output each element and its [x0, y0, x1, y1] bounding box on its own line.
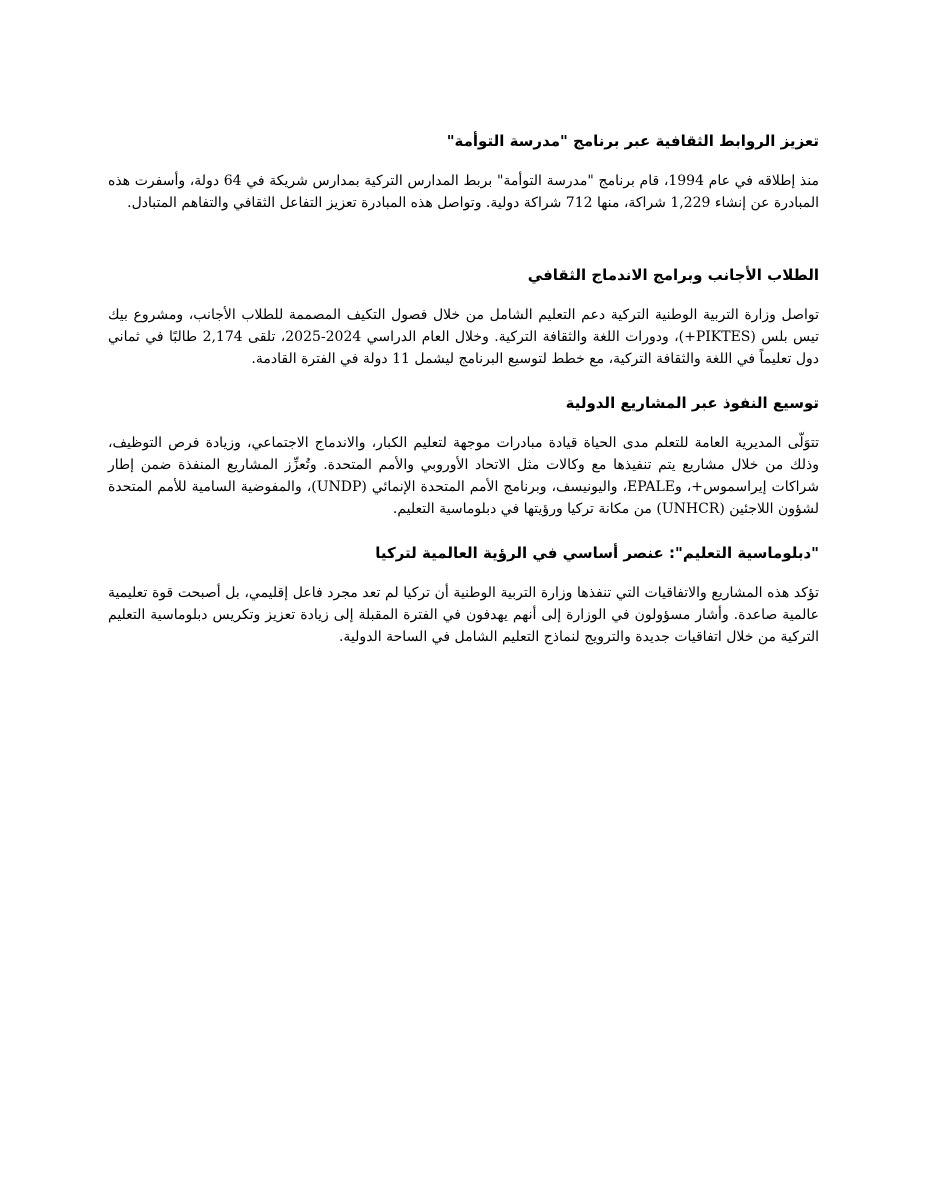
section-heading: "دبلوماسية التعليم": عنصر أساسي في الرؤية العالمية لتركيا	[375, 544, 819, 562]
section-paragraph: تؤكد هذه المشاريع والاتفاقيات التي تنفذها وزارة التربية الوطنية أن تركيا لم تعد مجرد فاعل إقليمي، بل أصبحت قوة تعليمية عالمية صاعدة. وأشار مسؤولون في الوزارة إلى أنهم يهدفون في الفترة المقبلة إلى زيادة تعزيز وتكريس دبلوماسية التعليم التركية من خلال اتفاقيات جديدة والترويج لنماذج التعليم الشامل في الساحة الدولية.	[108, 585, 819, 645]
section-foreign-students	[108, 264, 819, 370]
section-twinning-schools	[108, 130, 819, 214]
section-paragraph: منذ إطلاقه في عام 1994، قام برنامج "مدرسة التوأمة" بربط المدارس التركية بمدارس شريكة في 64 دولة، وأسفرت هذه المبادرة عن إنشاء 1,229 شراكة، منها 712 شراكة دولية. وتواصل هذه المبادرة تعزيز التفاعل الثقافي والتفاهم المتبادل.	[108, 173, 819, 211]
section-heading: توسيع النفوذ عبر المشاريع الدولية	[565, 394, 819, 412]
section-heading: تعزيز الروابط الثقافية عبر برنامج "مدرسة التوأمة"	[446, 132, 819, 150]
section-paragraph: تواصل وزارة التربية الوطنية التركية دعم التعليم الشامل من خلال فصول التكيف المصممة للطلاب الأجانب، ومشروع بيك تيس بلس (PIKTES+)، ودورات اللغة والثقافة التركية. وخلال العام الدراسي 2024-2025، تلقى 2,174 طالبًا في ثماني دول تعليماً في اللغة والثقافة التركية، مع خطط لتوسيع البرنامج ليشمل 11 دولة في الفترة القادمة.	[108, 307, 820, 367]
section-education-diplomacy	[108, 542, 819, 648]
section-international-projects	[108, 392, 819, 520]
section-paragraph: تتوَلّى المديرية العامة للتعلم مدى الحياة قيادة مبادرات موجهة لتعليم الكبار، والاندماج الاجتماعي، وزيادة فرص التوظيف، وذلك من خلال مشاريع يتم تنفيذها مع وكالات مثل الاتحاد الأوروبي والأمم المتحدة. وتُعزِّز المشاريع المنفذة ضمن إطار شراكات إيراسموس+، وEPALE، واليونيسف، وبرنامج الأمم المتحدة الإنمائي (UNDP)، والمفوضية السامية للأمم المتحدة لشؤون اللاجئين (UNHCR) من مكانة تركيا ورؤيتها في دبلوماسية التعليم.	[108, 435, 819, 517]
section-heading: الطلاب الأجانب وبرامج الاندماج الثقافي	[527, 266, 819, 284]
